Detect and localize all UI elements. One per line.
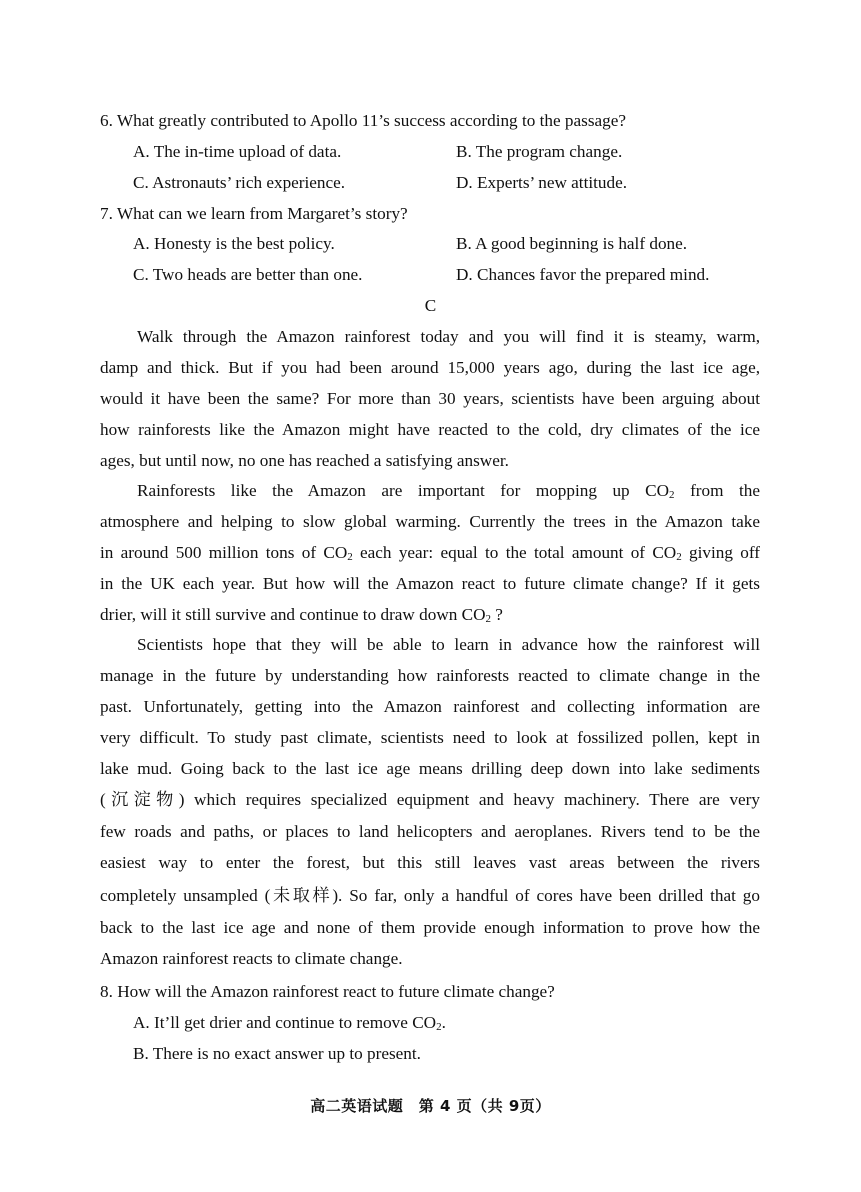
paragraph-line: lake mud. Going back to the last ice age means drilling deep down into lake sediments bbox=[100, 759, 760, 778]
q8-option-b: B. There is no exact answer up to present. bbox=[133, 1044, 421, 1063]
q6-option-c: C. Astronauts’ rich experience. bbox=[133, 173, 346, 192]
paragraph-line: Amazon rainforest reacts to climate change. bbox=[100, 949, 403, 968]
q6-option-b: B. The program change. bbox=[456, 142, 623, 161]
paragraph-line: completely unsampled (未取样). So far, only a handful of cores have been drilled that go bbox=[100, 886, 760, 905]
section-letter: C bbox=[424, 296, 437, 315]
q7-option-a: A. Honesty is the best policy. bbox=[133, 234, 335, 253]
q7-option-d: D. Chances favor the prepared mind. bbox=[456, 265, 710, 284]
paragraph-line: ages, but until now, no one has reached a satisfying answer. bbox=[100, 451, 509, 470]
paragraph-line: (沉淀物) which requires specialized equipment and heavy machinery. There are very bbox=[100, 790, 760, 809]
paragraph-line: Scientists hope that they will be able to learn in advance how the rainforest will bbox=[137, 635, 760, 654]
q6-option-d: D. Experts’ new attitude. bbox=[456, 173, 628, 192]
paragraph-3 bbox=[100, 629, 760, 974]
question-6-stem: 6. What greatly contributed to Apollo 11’s success according to the passage? bbox=[100, 111, 626, 130]
question-8-stem: 8. How will the Amazon rainforest react to future climate change? bbox=[100, 982, 555, 1001]
paragraph-line: drier, will it still survive and continue to draw down $CO_2$ ? bbox=[100, 605, 503, 625]
paragraph-1 bbox=[100, 321, 760, 476]
paragraph-line: would it have been the same? For more than 30 years, scientists have been arguing about bbox=[100, 389, 760, 408]
question-7-stem: 7. What can we learn from Margaret’s story? bbox=[100, 204, 408, 223]
q7-option-b: B. A good beginning is half done. bbox=[456, 234, 688, 253]
paragraph-2 bbox=[100, 475, 760, 630]
paragraph-line: atmosphere and helping to slow global warming. Currently the trees in the Amazon take bbox=[100, 512, 760, 531]
paragraph-line: Walk through the Amazon rainforest today and you will find it is steamy, warm, bbox=[137, 327, 760, 346]
paragraph-line: Rainforests like the Amazon are important for mopping up $CO_2$ from the bbox=[137, 481, 760, 501]
q7-option-c: C. Two heads are better than one. bbox=[133, 265, 363, 284]
paragraph-line: very difficult. To study past climate, scientists need to look at fossilized pollen, kept in bbox=[100, 728, 760, 747]
paragraph-line: how rainforests like the Amazon might have reacted to the cold, dry climates of the ice bbox=[100, 420, 760, 439]
paragraph-line: damp and thick. But if you had been around 15,000 years ago, during the last ice age, bbox=[100, 358, 760, 377]
paragraph-line: back to the last ice age and none of them provide enough information to prove how the bbox=[100, 918, 760, 937]
page-footer: 高二英语试题 第 4 页（共 9页） bbox=[310, 1097, 551, 1115]
paragraph-line: in the UK each year. But how will the Amazon react to future climate change? If it gets bbox=[100, 574, 760, 593]
q6-option-a: A. The in-time upload of data. bbox=[133, 142, 342, 161]
paragraph-line: few roads and paths, or places to land helicopters and aeroplanes. Rivers tend to be the bbox=[100, 822, 760, 841]
paragraph-line: past. Unfortunately, getting into the Amazon rainforest and collecting information are bbox=[100, 697, 760, 716]
q8-option-a: A. It’ll get drier and continue to remove $CO_2$. bbox=[133, 1013, 446, 1033]
paragraph-line: in around 500 million tons of $CO_2$ each year: equal to the total amount of $CO_2$ giving off bbox=[100, 543, 760, 563]
paragraph-line: manage in the future by understanding how rainforests reacted to climate change in the bbox=[100, 666, 760, 685]
paragraph-line: easiest way to enter the forest, but this still leaves vast areas between the rivers bbox=[100, 853, 760, 872]
